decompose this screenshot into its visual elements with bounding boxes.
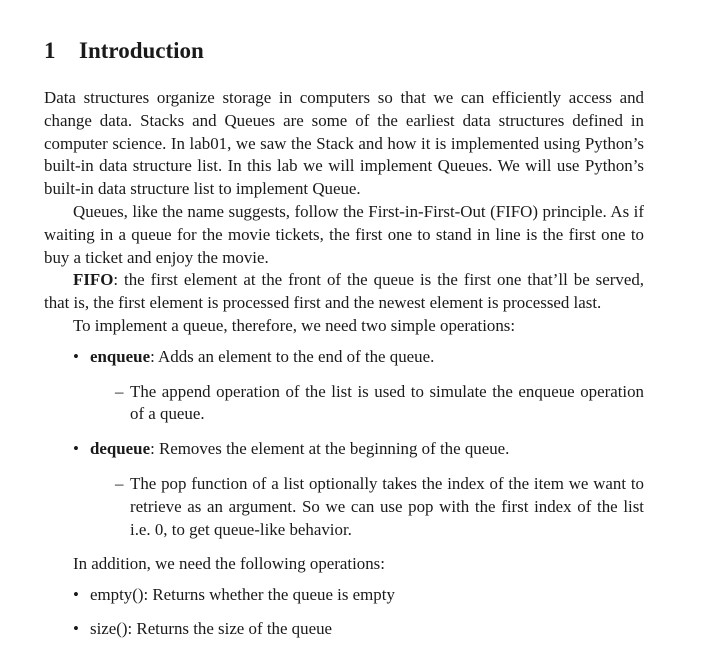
paragraph-two-operations: To implement a queue, therefore, we need two simple operations: <box>73 315 516 335</box>
enqueue-term: enqueue <box>90 346 151 366</box>
paragraph-additional-operations: In addition, we need the following operations: <box>73 554 385 574</box>
dequeue-term: dequeue <box>90 439 151 459</box>
sublist-item-enqueue <box>90 381 644 427</box>
dash-icon: – <box>115 473 124 493</box>
section-number: 1 <box>44 38 56 63</box>
paragraph-fifo-definition <box>44 269 644 315</box>
section-heading <box>44 36 644 66</box>
section-title: Introduction <box>79 38 204 63</box>
dash-icon: – <box>115 381 124 401</box>
bullet-icon: • <box>73 346 79 366</box>
dequeue-description: : Removes the element at the beginning of the queue. <box>150 439 510 459</box>
empty-operation-text: empty(): Returns whether the queue is empty <box>90 585 395 605</box>
bullet-icon: • <box>73 439 79 459</box>
enqueue-sub-text: The append operation of the list is used to simulate the enqueue operation of a queue. <box>130 381 644 424</box>
fifo-term: FIFO <box>73 270 114 290</box>
operations-list <box>44 346 644 542</box>
fifo-definition-text: : the first element at the front of the queue is the first one that’ll be served, that is, the first element is processed first and the newest element is processed last. <box>44 270 644 313</box>
enqueue-description: : Adds an element to the end of the queue. <box>150 346 435 366</box>
extra-operations-list <box>44 584 644 641</box>
list-item-enqueue <box>44 346 644 426</box>
bullet-icon: • <box>73 585 79 605</box>
dequeue-sublist <box>90 473 644 541</box>
dequeue-sub-text: The pop function of a list optionally takes the index of the item we want to retrieve as an argument. So we can use pop with the first index of the list i.e. 0, to get queue-like behavior. <box>130 473 644 539</box>
list-item-size <box>44 618 644 641</box>
enqueue-sublist <box>90 381 644 427</box>
size-operation-text: size(): Returns the size of the queue <box>90 618 333 638</box>
list-item-dequeue <box>44 438 644 541</box>
list-item-empty <box>44 584 644 607</box>
document-page <box>44 36 644 641</box>
paragraph-data-structures: Data structures organize storage in computers so that we can efficiently access and change data. Stacks and Queues are some of the earliest data structures defined in computer science. In lab01, we saw the Stack and how it is implemented using Python’s built-in data structure list. In this lab we will implement Queues. We will use Python’s built-in data structure list to implement Queue. <box>44 88 644 199</box>
sublist-item-dequeue <box>90 473 644 541</box>
bullet-icon: • <box>73 618 79 638</box>
paragraph-fifo-principle: Queues, like the name suggests, follow the First-in-First-Out (FIFO) principle. As if waiting in a queue for the movie tickets, the first one to stand in line is the first one to buy a ticket and enjoy the movie. <box>44 201 644 267</box>
